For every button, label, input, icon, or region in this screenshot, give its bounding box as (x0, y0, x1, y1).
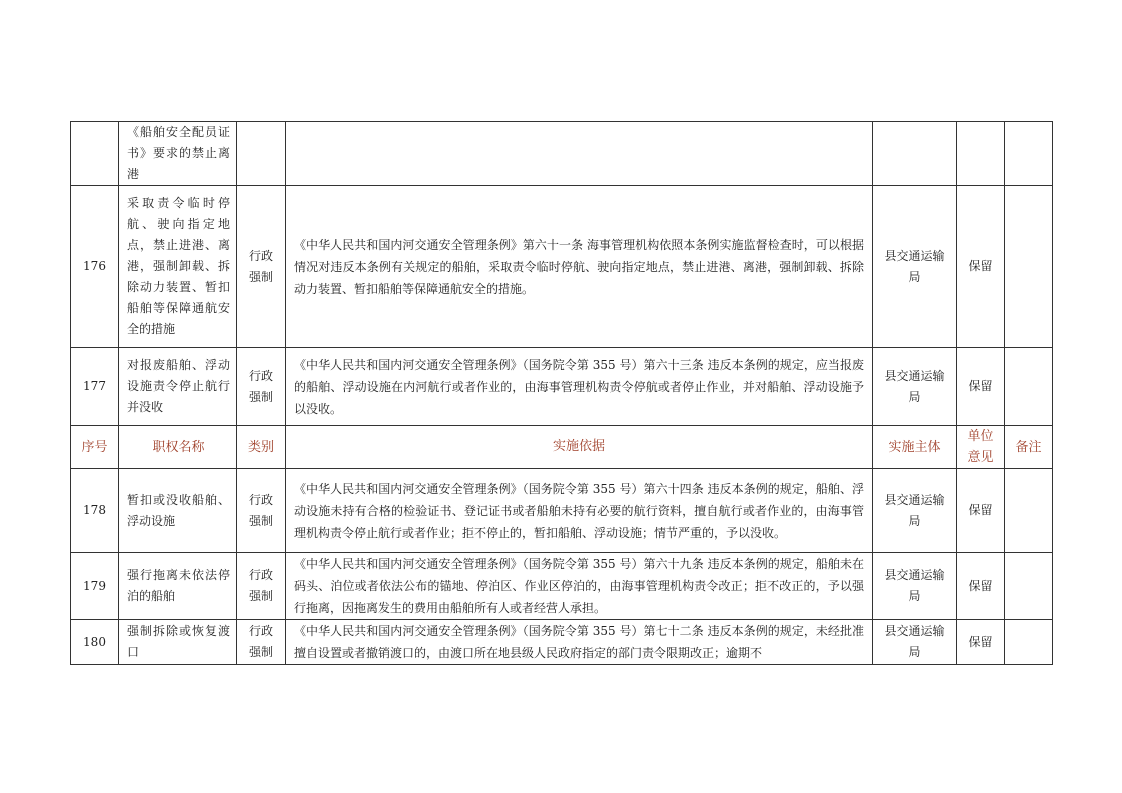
header-opinion-text: 单位 意见 (967, 429, 994, 465)
remark-cell (1005, 620, 1053, 665)
basis-cell: 《中华人民共和国内河交通安全管理条例》（国务院令第 355 号）第六十三条 违反本条例的规定，应当报废的船舶、浮动设施在内河航行或者作业的，由海事管理机构责令停航或者停止作业，并对船舶、浮动设施予以没收。 (286, 348, 873, 426)
authority-name-cell: 暂扣或没收船舶、浮动设施 (119, 469, 237, 553)
basis-cell: 《中华人民共和国内河交通安全管理条例》（国务院令第 355 号）第六十九条 违反本条例的规定，船舶未在码头、泊位或者依法公布的锚地、停泊区、作业区停泊的，由海事管理机构责令改正；拒不改正的，予以强行拖离，因拖离发生的费用由船舶所有人或者经营人承担。 (286, 553, 873, 620)
seq-cell: 178 (71, 469, 119, 553)
opinion-cell: 保留 (957, 348, 1005, 426)
agency-cell: 县交通运输局 (873, 469, 957, 553)
opinion-cell: 保留 (957, 186, 1005, 348)
remark-cell (1005, 348, 1053, 426)
table-row (71, 469, 1053, 553)
remark-cell (1005, 553, 1053, 620)
seq-cell: 177 (71, 348, 119, 426)
seq-cell: 180 (71, 620, 119, 665)
category-cell (237, 186, 286, 348)
agency-cell: 县交通运输局 (873, 553, 957, 620)
header-category: 类别 (237, 426, 286, 469)
basis-cell: 《中华人民共和国内河交通安全管理条例》（国务院令第 355 号）第六十四条 违反本条例的规定，船舶、浮动设施未持有合格的检验证书、登记证书或者船舶未持有必要的航行资料，擅自航行或者作业的，由海事管理机构责令停止航行或者作业；拒不停止的，暂扣船舶、浮动设施；情节严重的，予以没收。 (286, 469, 873, 553)
category-text: 行政 强制 (248, 248, 273, 284)
remark-cell (1005, 122, 1053, 186)
basis-cell (286, 620, 873, 665)
seq-cell: 176 (71, 186, 119, 348)
basis-cell: 《中华人民共和国内河交通安全管理条例》第六十一条 海事管理机构依照本条例实施监督检查时，可以根据情况对违反本条例有关规定的船舶，采取责令临时停航、驶向指定地点，禁止进港、离港，强制卸载、拆除动力装置、暂扣船舶等保障通航安全的措施。 (286, 186, 873, 348)
seq-cell (71, 122, 119, 186)
table-header-row (71, 426, 1053, 469)
table-row (71, 553, 1053, 620)
category-cell (237, 469, 286, 553)
opinion-cell (957, 122, 1005, 186)
header-seq: 序号 (71, 426, 119, 469)
table-row (71, 348, 1053, 426)
authority-name-cell: 强行拖离未依法停泊的船舶 (119, 553, 237, 620)
category-text: 行政 强制 (248, 568, 273, 603)
authority-name-cell: 强制拆除或恢复渡口 (119, 620, 237, 665)
opinion-cell: 保留 (957, 553, 1005, 620)
category-cell (237, 122, 286, 186)
opinion-cell: 保留 (957, 469, 1005, 553)
agency-cell: 县交通运输局 (873, 620, 957, 665)
authority-name-cell: 《船舶安全配员证书》要求的禁止离港 (119, 122, 237, 186)
table-row (71, 620, 1053, 665)
header-remark: 备注 (1005, 426, 1053, 469)
table-row (71, 122, 1053, 186)
basis-text: 《中华人民共和国内河交通安全管理条例》（国务院令第 355 号）第七十二条 违反本条例的规定，未经批准擅自设置或者撤销渡口的，由渡口所在地县级人民政府指定的部门责令限期改正；逾期不 (294, 624, 864, 660)
remark-cell (1005, 186, 1053, 348)
header-opinion (957, 426, 1005, 469)
agency-cell: 县交通运输局 (873, 348, 957, 426)
category-cell (237, 553, 286, 620)
header-authority-name: 职权名称 (119, 426, 237, 469)
remark-cell (1005, 469, 1053, 553)
authority-name-cell: 采取责令临时停航、驶向指定地点，禁止进港、离港，强制卸载、拆除动力装置、暂扣船舶等保障通航安全的措施 (119, 186, 237, 348)
category-text: 行政 强制 (248, 368, 273, 404)
basis-cell (286, 122, 873, 186)
opinion-cell: 保留 (957, 620, 1005, 665)
category-text: 行政 强制 (248, 624, 273, 659)
agency-cell (873, 122, 957, 186)
category-text: 行政 强制 (248, 492, 273, 528)
agency-cell: 县交通运输局 (873, 186, 957, 348)
header-agency: 实施主体 (873, 426, 957, 469)
authority-table (70, 121, 1053, 665)
seq-cell: 179 (71, 553, 119, 620)
header-basis: 实施依据 (286, 426, 873, 469)
table-row (71, 186, 1053, 348)
authority-name-cell: 对报废船舶、浮动设施责令停止航行并没收 (119, 348, 237, 426)
category-cell (237, 348, 286, 426)
category-cell (237, 620, 286, 665)
